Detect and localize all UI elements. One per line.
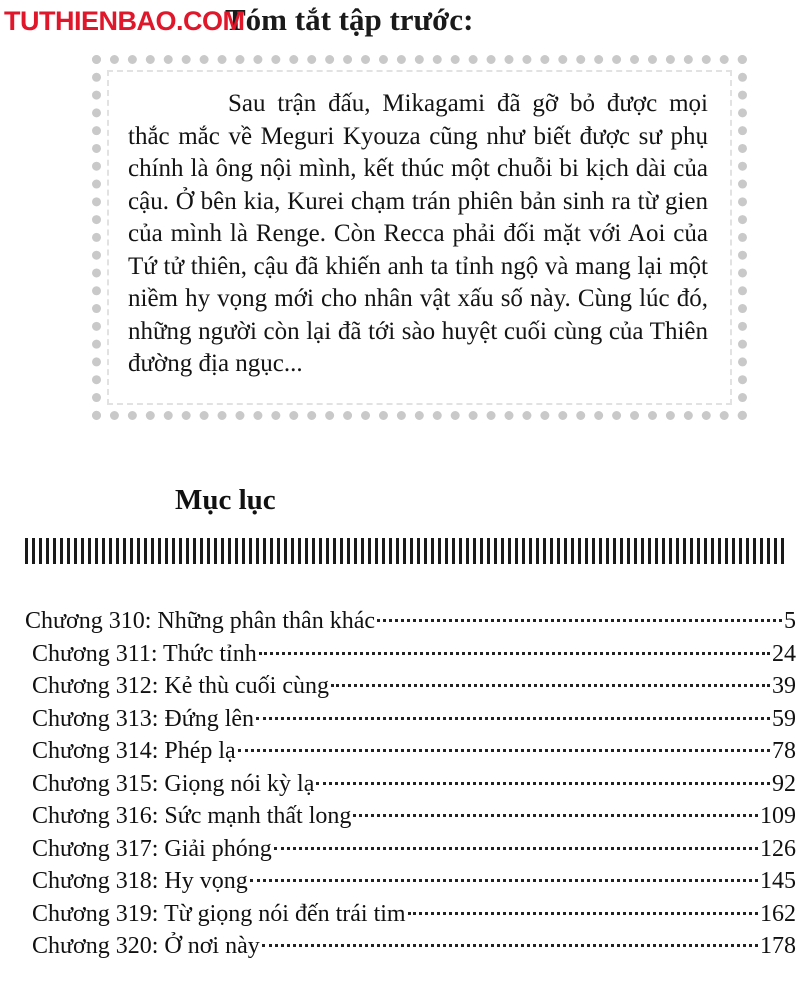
toc-chapter-title: Chương 315: Giọng nói kỳ lạ: [32, 770, 315, 797]
toc-entry: [0, 898, 800, 931]
toc-chapter-title: Chương 312: Kẻ thù cuối cùng: [32, 673, 329, 699]
toc-entry: [0, 703, 800, 736]
toc-chapter-title: Chương 317: Giải phóng: [32, 835, 272, 862]
toc-list: [0, 605, 800, 963]
toc-page-number: 145: [760, 868, 796, 894]
toc-entry: [0, 638, 800, 671]
toc-dot-leader: [262, 944, 758, 947]
toc-chapter-title: Chương 318: Hy vọng: [32, 868, 248, 894]
toc-chapter-title: Chương 313: Đứng lên: [32, 705, 255, 732]
toc-entry: [0, 670, 800, 703]
toc-dot-leader: [259, 652, 770, 655]
toc-page-number: 162: [760, 900, 796, 927]
toc-dot-leader: [238, 749, 770, 752]
toc-dot-leader: [377, 619, 782, 622]
toc-heading: Mục lục: [175, 484, 276, 516]
toc-entry: [0, 865, 800, 898]
toc-page-number: 109: [760, 803, 796, 829]
toc-page-number: 59: [772, 705, 796, 732]
toc-dot-leader: [250, 879, 758, 882]
watermark: TUTHIENBAO.COM: [4, 6, 245, 36]
toc-entry: [0, 735, 800, 768]
toc-page-number: 92: [772, 770, 796, 797]
toc-entry: [0, 605, 800, 638]
toc-dot-leader: [316, 782, 770, 785]
toc-page-number: 24: [772, 640, 796, 667]
toc-page-number: 5: [784, 608, 796, 634]
toc-chapter-title: Chương 311: Thức tỉnh: [32, 640, 257, 667]
toc-dot-leader: [353, 814, 758, 817]
toc-entry: [0, 800, 800, 833]
summary-text: Sau trận đấu, Mikagami đã gỡ bỏ được mọi thắc mắc về Meguri Kyouza cũng như biết được sư phụ chính là ông nội mình, kết thúc một chuỗi bi kịch dài của cậu. Ở bên kia, Kurei chạm trán phiên bản sinh ra từ gien của mình là Renge. Còn Recca phải đối mặt với Aoi của Tứ tử thiên, cậu đã khiến anh ta tỉnh ngộ và mang lại một niềm hy vọng mới cho nhân vật xấu số này. Cùng lúc đó, những người còn lại đã tới sào huyệt cuối cùng của Thiên đường địa ngục...: [128, 90, 708, 377]
toc-chapter-title: Chương 314: Phép lạ: [32, 738, 236, 764]
toc-entry: [0, 768, 800, 801]
toc-page-number: 78: [772, 738, 796, 764]
toc-page-number: 126: [760, 835, 796, 862]
toc-page-number: 178: [760, 933, 796, 959]
toc-chapter-title: Chương 320: Ở nơi này: [32, 933, 260, 959]
toc-chapter-title: Chương 310: Những phân thân khác: [25, 608, 375, 634]
toc-dot-leader: [256, 717, 770, 720]
separator-bar: [25, 538, 785, 564]
toc-chapter-title: Chương 319: Từ giọng nói đến trái tim: [32, 900, 406, 927]
toc-dot-leader: [331, 684, 770, 687]
summary-heading: Tóm tắt tập trước:: [225, 2, 474, 37]
toc-entry: [0, 930, 800, 963]
toc-entry: [0, 833, 800, 866]
toc-dot-leader: [408, 912, 758, 915]
toc-page-number: 39: [772, 673, 796, 699]
toc-dot-leader: [274, 847, 758, 850]
toc-chapter-title: Chương 316: Sức mạnh thất long: [32, 803, 352, 829]
